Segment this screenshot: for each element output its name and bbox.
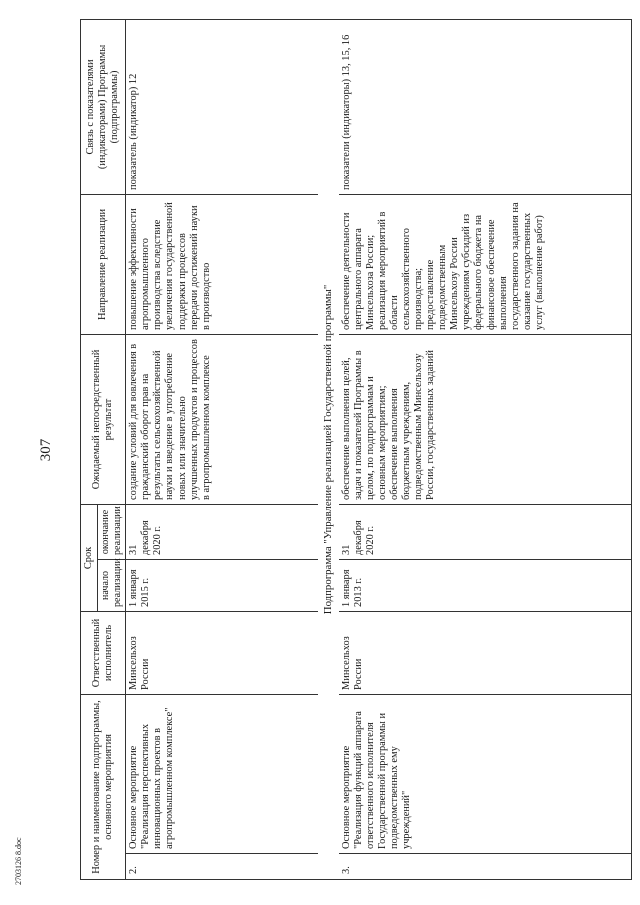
row-result: обеспечение выполнения целей, задач и показателей Программы в целом, по подпрограммам и основным мероприятиям; обеспечение выполнения бюджетным учреждениям, подведомственным Минсельхозу России, государственных заданий bbox=[339, 334, 632, 504]
row-direction: обеспечение деятельности центрального аппарата Минсельхоза России; реализация мероприятий в области сельскохозяйственного производства; предоставление подведомственным Минсельхозу России учреждениям субсидий из федерального бюджета на финансовое обеспечение выполнения государственного задания на оказание государственных услуг (выполнение работ) bbox=[339, 194, 632, 334]
header-end: окончание реализации bbox=[98, 504, 126, 559]
row-end: 31 декабря 2020 г. bbox=[339, 504, 632, 559]
row-direction: повышение эффективности агропромышленного производства вследствие увеличения государственной поддержки процессов передачи достижений науки в производство bbox=[126, 194, 319, 334]
row-executor: Минсельхоз России bbox=[126, 611, 319, 694]
table-row bbox=[339, 19, 632, 879]
row-start: 1 января 2015 г. bbox=[126, 559, 319, 611]
row-executor: Минсельхоз России bbox=[339, 611, 632, 694]
row-indicators: показатели (индикаторы) 13, 15, 16 bbox=[339, 19, 632, 194]
table-row bbox=[126, 19, 319, 879]
header-indicators: Связь с показателями (индикаторами) Программы (подпрограммы) bbox=[81, 19, 126, 194]
row-number: 3. bbox=[339, 854, 632, 880]
row-name: Основное мероприятие "Реализация функций аппарата ответственного исполнителя Государственной программы и подведомственных ему учреждений" bbox=[339, 694, 632, 853]
header-executor: Ответственный исполнитель bbox=[81, 611, 126, 694]
row-name: Основное мероприятие "Реализация перспективных инновационных проектов в агропромышленном комплексе" bbox=[126, 694, 319, 853]
header-result: Ожидаемый непосредственный результат bbox=[81, 334, 126, 504]
header-direction: Направление реализации bbox=[81, 194, 126, 334]
page-number: 307 bbox=[38, 438, 54, 462]
header-row-1 bbox=[81, 19, 98, 879]
row-start: 1 января 2013 г. bbox=[339, 559, 632, 611]
row-number: 2. bbox=[126, 854, 319, 880]
program-table bbox=[80, 19, 632, 880]
document-filename: 2703126 8.doc bbox=[14, 837, 23, 885]
row-result: создание условий для вовлечения в гражданский оборот прав на результаты сельскохозяйственной науки и введение в употребление новых или значительно улучшенных продуктов и процессов в агропромышленном комплексе bbox=[126, 334, 319, 504]
row-indicators: показатель (индикатор) 12 bbox=[126, 19, 319, 194]
rotated-page bbox=[35, 20, 625, 880]
section-title: Подпрограмма "Управление реализацией Государственной программы" bbox=[318, 19, 339, 879]
header-term: Срок bbox=[81, 504, 98, 611]
header-start: начало реализации bbox=[98, 559, 126, 611]
section-row bbox=[318, 19, 339, 879]
row-end: 31 декабря 2020 г. bbox=[126, 504, 319, 559]
header-num-name: Номер и наименование подпрограммы, основного мероприятия bbox=[81, 694, 126, 879]
